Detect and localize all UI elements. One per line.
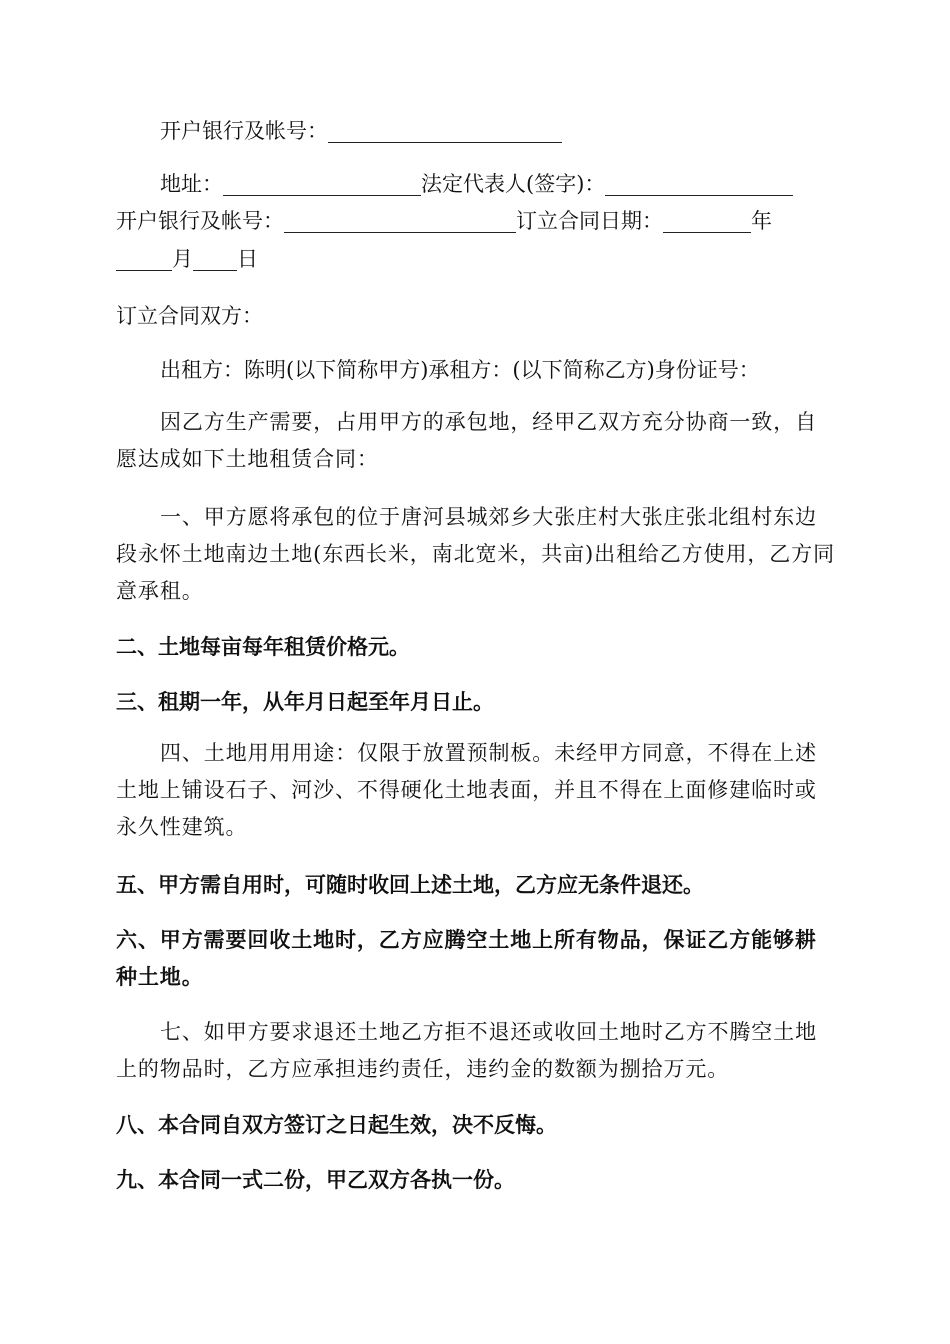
legal-rep-blank bbox=[605, 173, 793, 196]
address-blank bbox=[223, 173, 421, 196]
year-label: 年 bbox=[751, 209, 772, 233]
month-day-line bbox=[116, 241, 836, 278]
parties-heading: 订立合同双方： bbox=[116, 304, 263, 328]
clause-5: 五、甲方需自用时，可随时收回上述土地，乙方应无条件退还。 bbox=[116, 872, 704, 897]
clause-4: 四、土地用用用途：仅限于放置预制板。未经甲方同意，不得在上述土地上铺设石子、河沙、不得硬化土地表面，并且不得在上面修建临时或永久性建筑。 bbox=[116, 741, 817, 839]
clause-7: 七、如甲方要求退还土地乙方拒不退还或收回土地时乙方不腾空土地上的物品时，乙方应承担违约责任，违约金的数额为捌拾万元。 bbox=[116, 1020, 817, 1081]
preamble-paragraph: 因乙方生产需要，占用甲方的承包地，经甲乙双方充分协商一致，自愿达成如下土地租赁合同： bbox=[116, 410, 817, 471]
bank-date-line bbox=[116, 203, 836, 240]
bank-account-blank bbox=[328, 120, 562, 143]
month-blank bbox=[116, 248, 172, 271]
clause-3: 三、租期一年，从年月日起至年月日止。 bbox=[116, 689, 494, 714]
bank-account-label: 开户银行及帐号： bbox=[160, 119, 328, 143]
address-line bbox=[160, 166, 880, 203]
clause-8: 八、本合同自双方签订之日起生效，决不反悔。 bbox=[116, 1112, 557, 1137]
bank-account-label-2: 开户银行及帐号： bbox=[116, 209, 284, 233]
month-label: 月 bbox=[172, 247, 193, 271]
sign-date-label: 订立合同日期： bbox=[516, 209, 663, 233]
day-label: 日 bbox=[237, 247, 258, 271]
legal-rep-label: 法定代表人(签字)： bbox=[421, 172, 606, 196]
bank-account-line-1 bbox=[160, 113, 880, 150]
clause-1: 一、甲方愿将承包的位于唐河县城郊乡大张庄村大张庄张北组村东边段永怀土地南边土地(东西长米，南北宽米，共亩)出租给乙方使用，乙方同意承租。 bbox=[116, 505, 835, 603]
parties-paragraph: 出租方：陈明(以下简称甲方)承租方：(以下简称乙方)身份证号： bbox=[160, 358, 760, 382]
clause-2: 二、土地每亩每年租赁价格元。 bbox=[116, 634, 410, 659]
clause-6: 六、甲方需要回收土地时，乙方应腾空土地上所有物品，保证乙方能够耕种土地。 bbox=[116, 927, 817, 989]
clause-9: 九、本合同一式二份，甲乙双方各执一份。 bbox=[116, 1167, 515, 1192]
bank-account-blank-2 bbox=[284, 210, 516, 233]
address-label: 地址： bbox=[160, 172, 223, 196]
year-blank bbox=[663, 210, 751, 233]
day-blank bbox=[193, 248, 237, 271]
